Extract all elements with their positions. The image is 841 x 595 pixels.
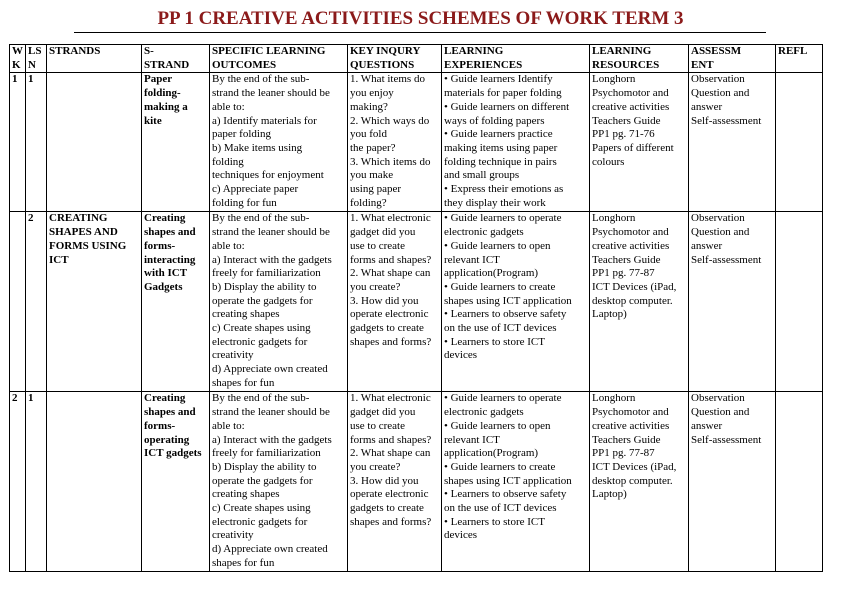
header-experiences: LEARNING EXPERIENCES xyxy=(442,45,590,73)
cell-assessment: Observation Question and answer Self-assessment xyxy=(689,73,776,212)
cell-experiences: • Guide learners to operate electronic gadgets • Guide learners to open relevant ICT application(Program) • Guide learners to create shapes using ICT application • Learners to observe safety on the use of ICT devices • Learners to store ICT devices xyxy=(442,212,590,392)
cell-lsn: 1 xyxy=(26,73,47,212)
cell-resources: Longhorn Psychomotor and creative activities Teachers Guide PP1 pg. 71-76 Papers of different colours xyxy=(590,73,689,212)
cell-lsn: 2 xyxy=(26,212,47,392)
table-row xyxy=(10,392,823,572)
cell-resources: Longhorn Psychomotor and creative activities Teachers Guide PP1 pg. 77-87 ICT Devices (iPad, desktop computer. Laptop) xyxy=(590,212,689,392)
header-lsn: LS N xyxy=(26,45,47,73)
header-strands: STRANDS xyxy=(47,45,142,73)
header-sub-strand: S- STRAND xyxy=(142,45,210,73)
cell-reflection xyxy=(776,392,823,572)
header-resources: LEARNING RESOURCES xyxy=(590,45,689,73)
header-outcomes: SPECIFIC LEARNING OUTCOMES xyxy=(210,45,348,73)
cell-assessment: Observation Question and answer Self-assessment xyxy=(689,392,776,572)
cell-outcomes: By the end of the sub- strand the leaner should be able to: a) Interact with the gadgets freely for familiarization b) Display the ability to operate the gadgets for creating shapes c) Create shapes using electronic gadgets for creativity d) Appreciate own created shapes for fun xyxy=(210,392,348,572)
cell-reflection xyxy=(776,73,823,212)
cell-wk xyxy=(10,212,26,392)
scheme-of-work-table xyxy=(9,44,823,572)
cell-sub-strand: Creating shapes and forms- operating ICT gadgets xyxy=(142,392,210,572)
table-row xyxy=(10,73,823,212)
cell-questions: 1. What items do you enjoy making? 2. Which ways do you fold the paper? 3. Which items do you make using paper folding? xyxy=(348,73,442,212)
cell-experiences: • Guide learners to operate electronic gadgets • Guide learners to open relevant ICT application(Program) • Guide learners to create shapes using ICT application • Learners to observe safety on the use of ICT devices • Learners to store ICT devices xyxy=(442,392,590,572)
cell-outcomes: By the end of the sub- strand the leaner should be able to: a) Interact with the gadgets freely for familiarization b) Display the ability to operate the gadgets for creating shapes c) Create shapes using electronic gadgets for creativity d) Appreciate own created shapes for fun xyxy=(210,212,348,392)
table-row xyxy=(10,212,823,392)
cell-strand xyxy=(47,392,142,572)
header-questions: KEY INQURY QUESTIONS xyxy=(348,45,442,73)
cell-assessment: Observation Question and answer Self-assessment xyxy=(689,212,776,392)
cell-questions: 1. What electronic gadget did you use to create forms and shapes? 2. What shape can you create? 3. How did you operate electronic gadgets to create shapes and forms? xyxy=(348,392,442,572)
title-underline xyxy=(74,32,766,33)
cell-lsn: 1 xyxy=(26,392,47,572)
cell-questions: 1. What electronic gadget did you use to create forms and shapes? 2. What shape can you create? 3. How did you operate electronic gadgets to create shapes and forms? xyxy=(348,212,442,392)
cell-strand xyxy=(47,73,142,212)
cell-experiences: • Guide learners Identify materials for paper folding • Guide learners on different ways of folding papers • Guide learners practice making items using paper folding technique in pairs and small groups • Express their emotions as they display their work xyxy=(442,73,590,212)
cell-strand: CREATING SHAPES AND FORMS USING ICT xyxy=(47,212,142,392)
cell-sub-strand: Creating shapes and forms- interacting with ICT Gadgets xyxy=(142,212,210,392)
cell-wk: 1 xyxy=(10,73,26,212)
header-reflection: REFL xyxy=(776,45,823,73)
cell-reflection xyxy=(776,212,823,392)
cell-outcomes: By the end of the sub- strand the leaner should be able to: a) Identify materials for paper folding b) Make items using folding techniques for enjoyment c) Appreciate paper folding for fun xyxy=(210,73,348,212)
header-row xyxy=(10,45,823,73)
document-title: PP 1 CREATIVE ACTIVITIES SCHEMES OF WORK TERM 3 xyxy=(157,8,684,29)
cell-sub-strand: Paper folding- making a kite xyxy=(142,73,210,212)
cell-wk: 2 xyxy=(10,392,26,572)
header-assessment: ASSESSM ENT xyxy=(689,45,776,73)
header-wk: W K xyxy=(10,45,26,73)
cell-resources: Longhorn Psychomotor and creative activities Teachers Guide PP1 pg. 77-87 ICT Devices (iPad, desktop computer. Laptop) xyxy=(590,392,689,572)
